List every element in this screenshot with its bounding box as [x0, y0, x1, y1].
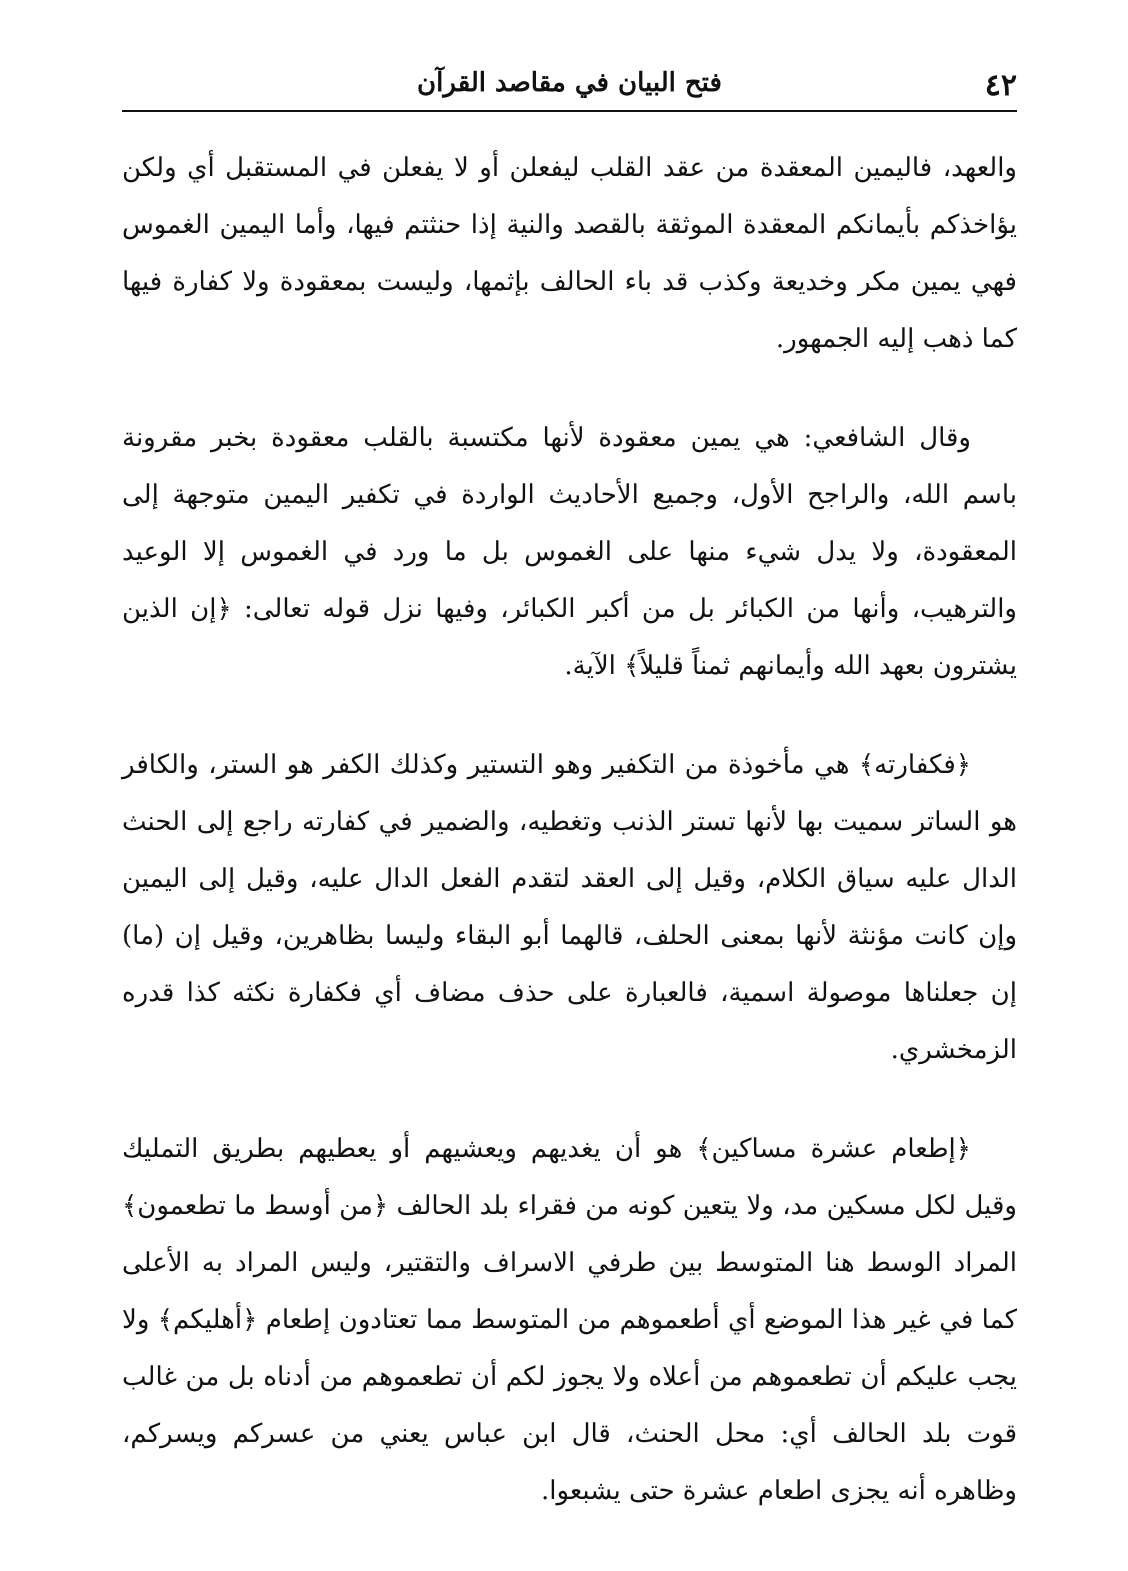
paragraph-1: والعهد، فاليمين المعقدة من عقد القلب ليفعلن أو لا يفعلن في المستقبل أي ولكن يؤاخذكم بأيمانكم المعقدة الموثقة بالقصد والنية إذا حنثتم فيها، وأما اليمين الغموس فهي يمين مكر وخديعة وكذب قد باء الحالف بإثمها، وليست بمعقودة ولا كفارة فيها كما ذهب إليه الجمهور. [122, 153, 1017, 354]
page-number: ٤٢ [984, 68, 1017, 103]
body-text [122, 140, 1017, 1562]
paragraph-2: وقال الشافعي: هي يمين معقودة لأنها مكتسبة بالقلب معقودة بخبر مقرونة باسم الله، والراجح الأول، وجميع الأحاديث الواردة في تكفير اليمين متوجهة إلى المعقودة، ولا يدل شيء منها على الغموس بل ما ورد في الغموس إلا الوعيد والترهيب، وأنها من الكبائر بل من أكبر الكبائر، وفيها نزل قوله تعالى: ﴿إن الذين يشترون بعهد الله وأيمانهم ثمناً قليلاً﴾ الآية. [122, 423, 1017, 681]
page-header [122, 62, 1017, 110]
running-title: فتح البيان في مقاصد القرآن [417, 68, 722, 98]
paragraph-3: ﴿فكفارته﴾ هي مأخوذة من التكفير وهو التستير وكذلك الكفر هو الستر، والكافر هو الساتر سميت بها لأنها تستر الذنب وتغطيه، والضمير في كفارته راجع إلى الحنث الدال عليه سياق الكلام، وقيل إلى العقد لتقدم الفعل الدال عليه، وقيل إلى اليمين وإن كانت مؤنثة لأنها بمعنى الحلف، قالهما أبو البقاء وليسا بظاهرين، وقيل إن (ما) إن جعلناها موصولة اسمية، فالعبارة على حذف مضاف أي فكفارة نكثه كذا قدره الزمخشري. [122, 750, 1017, 1065]
paragraph-4: ﴿إطعام عشرة مساكين﴾ هو أن يغديهم ويعشيهم أو يعطيهم بطريق التمليك وقيل لكل مسكين مد، ولا يتعين كونه من فقراء بلد الحالف ﴿من أوسط ما تطعمون﴾ المراد الوسط هنا المتوسط بين طرفي الاسراف والتقتير، وليس المراد به الأعلى كما في غير هذا الموضع أي أطعموهم من المتوسط مما تعتادون إطعام ﴿أهليكم﴾ ولا يجب عليكم أن تطعموهم من أعلاه ولا يجوز لكم أن تطعموهم من أدناه بل من غالب قوت بلد الحالف أي: محل الحنث، قال ابن عباس يعني من عسركم ويسركم، وظاهره أنه يجزى اطعام عشرة حتى يشبعوا. [122, 1134, 1017, 1506]
header-rule [122, 110, 1017, 112]
